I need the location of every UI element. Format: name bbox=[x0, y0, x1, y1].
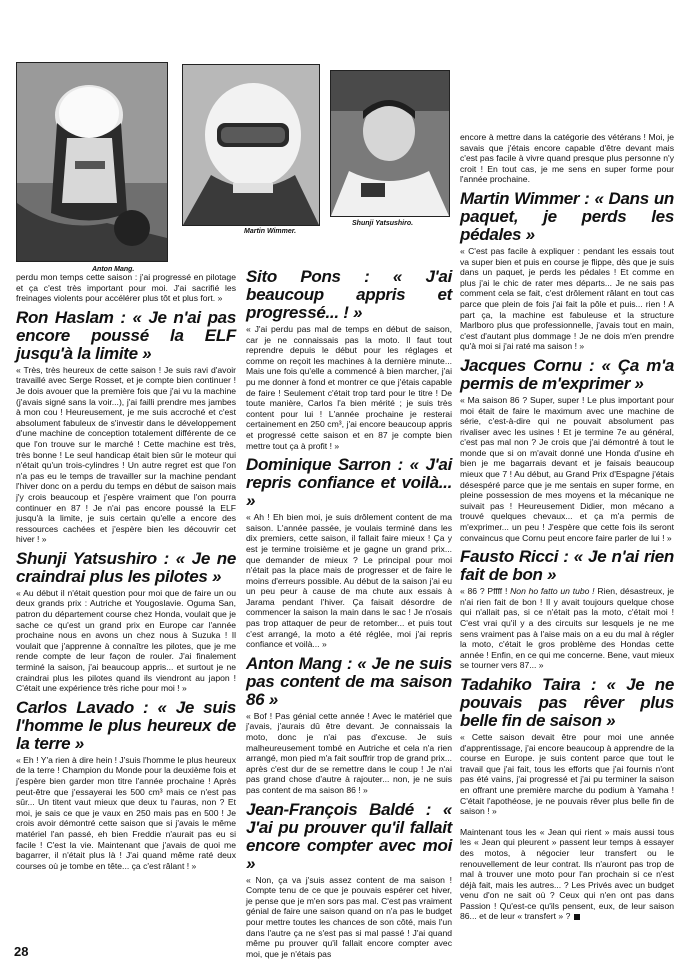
col1-intro: perdu mon temps cette saison : j'ai progressé en pilotage et ça c'est très important pour moi. J'ai sacrifié les freinages violents pour accélérer plus tôt et plus fort. » bbox=[16, 272, 236, 304]
heading-dominique-sarron: Dominique Sarron : « J'ai repris confiance et voilà... » bbox=[246, 455, 452, 511]
heading-anton-mang: Anton Mang : « Je ne suis pas content de ma saison 86 » bbox=[246, 653, 452, 709]
closing-paragraph bbox=[460, 827, 674, 922]
caption-shunji-yatsushiro: Shunji Yatsushiro. bbox=[352, 220, 414, 227]
heading-jacques-cornu: Jacques Cornu : « Ça m'a permis de m'exprimer » bbox=[460, 355, 674, 393]
text-sito-pons: « J'ai perdu pas mal de temps en début de saison, car je ne connaissais pas la moto. Il faut tout reprendre depuis le début pour les réglages et comme on reçoit les machines à la dernière minute... Mais une fois qu'elle a commencé à bien marcher, j'ai pu me donner à fond et montrer ce que j'étais capable de faire ! Seulement c'était trop tard pour le titre ! De toute manière, Carlos l'a bien mérité ; je suis très content pour lui ! L'année prochaine je resterai certainement en 250 cm³, j'ai encore beaucoup appris et progressé cette saison et en 87 je compte bien mettre tout ça à profit ! » bbox=[246, 324, 452, 451]
text-martin-wimmer: « C'est pas facile à expliquer : pendant les essais tout va super bien et puis en course je flippe, dès que je suis dans un paquet, je perds les pédales ! Et comme en plus j'ai le chic de rater mes départs... Je ne sais pas comment cela se fait, c'est drôlement râlant en tout cas parce que plein de fois j'ai fait la pôle et puis... rien ! A part ça, la machine est fabuleuse et la structure Marlboro plus que professionnelle, j'avais tout en main, c'est d'autant plus dommage ! Je ne dois m'en prendre qu'à moi si j'ai raté ma saison ! » bbox=[460, 245, 674, 352]
heading-jean-francois-balde: Jean-François Baldé : « J'ai pu prouver qu'il fallait encore compter avec moi » bbox=[246, 799, 452, 873]
column-1 bbox=[16, 272, 236, 871]
text-jean-francois-balde: « Non, ça va j'suis assez content de ma saison ! Compte tenu de ce que je pouvais espérer cet hiver, je pense que je m'en sors pas mal. C'est pas vraiment génial de faire une saison quand on n'a pas le budget pour mettre toutes les chances de son côté, mais l'un dans l'autre ça ne s'est pas si mal passé ! J'ai quand même pu prouver qu'il fallait encore compter avec moi, que je n'étais pas bbox=[246, 874, 452, 959]
heading-fausto-ricci: Fausto Ricci : « Je n'ai rien fait de bon » bbox=[460, 547, 674, 585]
ricci-lead: « 86 ? Pffff ! bbox=[460, 586, 511, 597]
text-fausto-ricci bbox=[460, 586, 674, 671]
photo-martin-wimmer bbox=[182, 64, 320, 226]
caption-martin-wimmer: Martin Wimmer. bbox=[244, 228, 297, 235]
closing-text: Maintenant tous les « Jean qui rient » mais aussi tous les « Jean qui pleurent » passent leur temps à essayer des motos, à négocier leur transfert ou le renouvellement de leur contrat. Ils n'auront pas trop de mal à trouver une moto pour l'an prochain si ce n'est déjà fait, mais les autres... ? Les Privés avec un budget venu d'on ne sait où ? Ceux qui n'en ont pas dans Passion ! Qu'est-ce qu'ils pensent, eux, de leur saison 86... et de leur « transfert » ? bbox=[460, 826, 674, 922]
text-dominique-sarron: « Ah ! Eh bien moi, je suis drôlement content de ma saison. L'année passée, je voulais terminé dans les dix premiers, cette saison, il fallait faire mieux ! Ça y est je termine troisième et je gagne un grand prix... que demander de mieux ? Le principal pour moi n'était pas la place mais de progresser et de faire le moins d'erreurs possible. Au début de la saison j'ai eu un peu peur à cause de ma chute aux essais à Jarama pendant l'hiver. Ça faisait désordre de commencer la saison la main dans le sac ! Je n'osais pas trop attaquer de peur de retomber... et puis tout c'est arrangé, la moto a été réglée, moi j'ai repris confiance et voilà... » bbox=[246, 512, 452, 650]
heading-martin-wimmer: Martin Wimmer : « Dans un paquet, je perds les pédales » bbox=[460, 188, 674, 244]
column-2 bbox=[246, 268, 452, 959]
heading-shunji-yatsushiro: Shunji Yatsushiro : « Je ne craindrai plus les pilotes » bbox=[16, 548, 236, 586]
heading-tadahiko-taira: Tadahiko Taira : « Je ne pouvais pas rêver plus belle fin de saison » bbox=[460, 674, 674, 730]
heading-sito-pons: Sito Pons : « J'ai beaucoup appris et progressé... ! » bbox=[246, 267, 452, 322]
ricci-body: Rien, désastreux, je n'ai rien fait de bon ! Il y avait toujours quelque chose qui n'allait pas, si ce n'était pas la moto, c'était moi ! C'est vrai qu'il y a des circuits sur lesquels je ne me sens vraiment pas à l'aise mais on a eu du mal à régler la moto, c'était le gros problème des Hondas cette année ! Enfin, en ce qui me concerne. Bene, vaut mieux se tourner vers 87... » bbox=[460, 586, 675, 671]
page-number: 28 bbox=[14, 944, 29, 959]
photo-shunji-yatsushiro bbox=[330, 70, 450, 217]
text-carlos-lavado: « Eh ! Y'a rien à dire hein ! J'suis l'homme le plus heureux de la terre ! Champion du Monde pour la deuxième fois et j'espère bien garder mon titre l'année prochaine ! Après peut-être que j'essayerai les 500 cm³ mais ce n'est pas sûr... Un titent vaut mieux que deux tu l'auras, non ? Et moi, je sais ce que je vaux en 250 mais pas en 500 ! Je crois avoir démontré cette saison que si j'avais le même matériel l'an passé, eh bien Freddie n'aurait pas eu si facile ! C'est la vie. Maintenant que j'avais de quoi me bagarrer, il n'était plus là ! J'ai quand même raté deux courses où je tombe en tête... ça c'est râlant ! » bbox=[16, 754, 236, 871]
text-tadahiko-taira: « Cette saison devait être pour moi une année d'apprentissage, j'ai encore beaucoup à apprendre de la course en Europe. je suis content parce que tout le travail que j'ai fait, tous les efforts que j'ai fournis n'ont pas été vains, j'ai progressé et j'ai pu terminer la saison en offrant une première marche du podium à Yamaha ! C'était l'apothéose, je ne pouvais rêver plus belle fin de saison ! » bbox=[460, 731, 674, 817]
ricci-italian-quote: Non ho fatto un tubo ! bbox=[510, 586, 595, 597]
photo-anton-mang bbox=[16, 62, 168, 262]
text-jacques-cornu: « Ma saison 86 ? Super, super ! Le plus important pour moi était de faire le maximum avec une machine de série, c'est-à-dire qui ne pouvait absolument pas rivaliser avec les usines ! Et je termine 7e au général, c'est pas mal non ? Je crois que j'ai démontré à tout le monde que si on m'avait donné une Honda d'usine eh bien je me bagarrais devant et je faisais beaucoup mieux que 7 ! Au début, au Grand Prix d'Espagne j'étais désespéré parce que je me sentais en super forme, en pleine possession de mes moyens et la mécanique ne suivait pas ! Heureusement Didier, mon mécano a trouvé quelques chevaux... et ça m'a permis de m'exprimer... un peu ! J'espère que cette fois ils seront convaincus que Cornu peut encore faire parler de lui ! » bbox=[460, 394, 674, 543]
text-anton-mang: « Bof ! Pas génial cette année ! Avec le matériel que j'avais, j'aurais dû être devant. Je connaissais la moto, donc je n'ai pas d'excuse. Je suis malheureusement tombé en Autriche et cela n'a rien arrangé, mon pied m'a fait souffrir trop de grand prix... après c'est dur de se remettre dans le coup ! Je n'ai pas grand chose d'autre à rajouter... non, je ne suis pas content de ma saison 86 ! » bbox=[246, 710, 452, 795]
text-ron-haslam: « Très, très heureux de cette saison ! Je suis ravi d'avoir travaillé avec Serge Rosset, et je compte bien continuer ! Je dois avouer que la première fois que j'ai vu la machine (j'avais signé sans la voir...), j'ai failli prendre mes jambes à mon cou ! Heureusement, je me suis accroché et c'est absolument fabuleux de s'investir dans le développement d'une machine de conception totalement différente de ce que l'on trouve sur le marché ! Cette machine est très, très bonne ! Le seul handicap était bien sûr le moteur qui n'était qu'un trois-cylindres ! Un autre regret est que l'on n'a pas eu le temps de travailler sur la machine pendant l'hiver donc on a perdu du temps en début de saison mais j'y crois beaucoup et j'espère vraiment que l'on pourra continuer en 87 ! Je n'ai pas encore poussé la ELF jusqu'à la limite, je suis certain qu'elle a encore des ressources cachées et j'espère bien les découvrir cet hiver ! » bbox=[16, 364, 236, 545]
heading-ron-haslam: Ron Haslam : « Je n'ai pas encore poussé la ELF jusqu'à la limite » bbox=[16, 307, 236, 363]
caption-anton-mang: Anton Mang. bbox=[92, 266, 135, 273]
column-3 bbox=[460, 132, 674, 922]
end-of-article-mark bbox=[574, 914, 580, 920]
text-shunji-yatsushiro: « Au début il n'était question pour moi que de faire un ou deux grands prix : Autriche et Yougoslavie. Oguma San, patron du département course chez Honda, voulait que je sache ce qu'est un grand prix en Europe car l'année prochaine nous en avons un chez nous à Suzuka ! Il voulait que j'apprenne à connaître les pilotes, que je me rende compte de leur façon de rouler. J'ai finalement terminé la saison, j'ai beaucoup appris... et surtout je ne craindrai plus les pilotes quand ils viendront au japon ! C'était une expérience très riche pour moi ! » bbox=[16, 587, 236, 694]
heading-carlos-lavado: Carlos Lavado : « Je suis l'homme le plus heureux de la terre » bbox=[16, 697, 236, 753]
col3-intro: encore à mettre dans la catégorie des vétérans ! Moi, je savais que j'étais encore capable d'être devant mais c'est pas facile à vivre quand presque plus personne n'y croit ! En tout cas, je me sens en super forme pour l'année prochaine. bbox=[460, 132, 674, 185]
